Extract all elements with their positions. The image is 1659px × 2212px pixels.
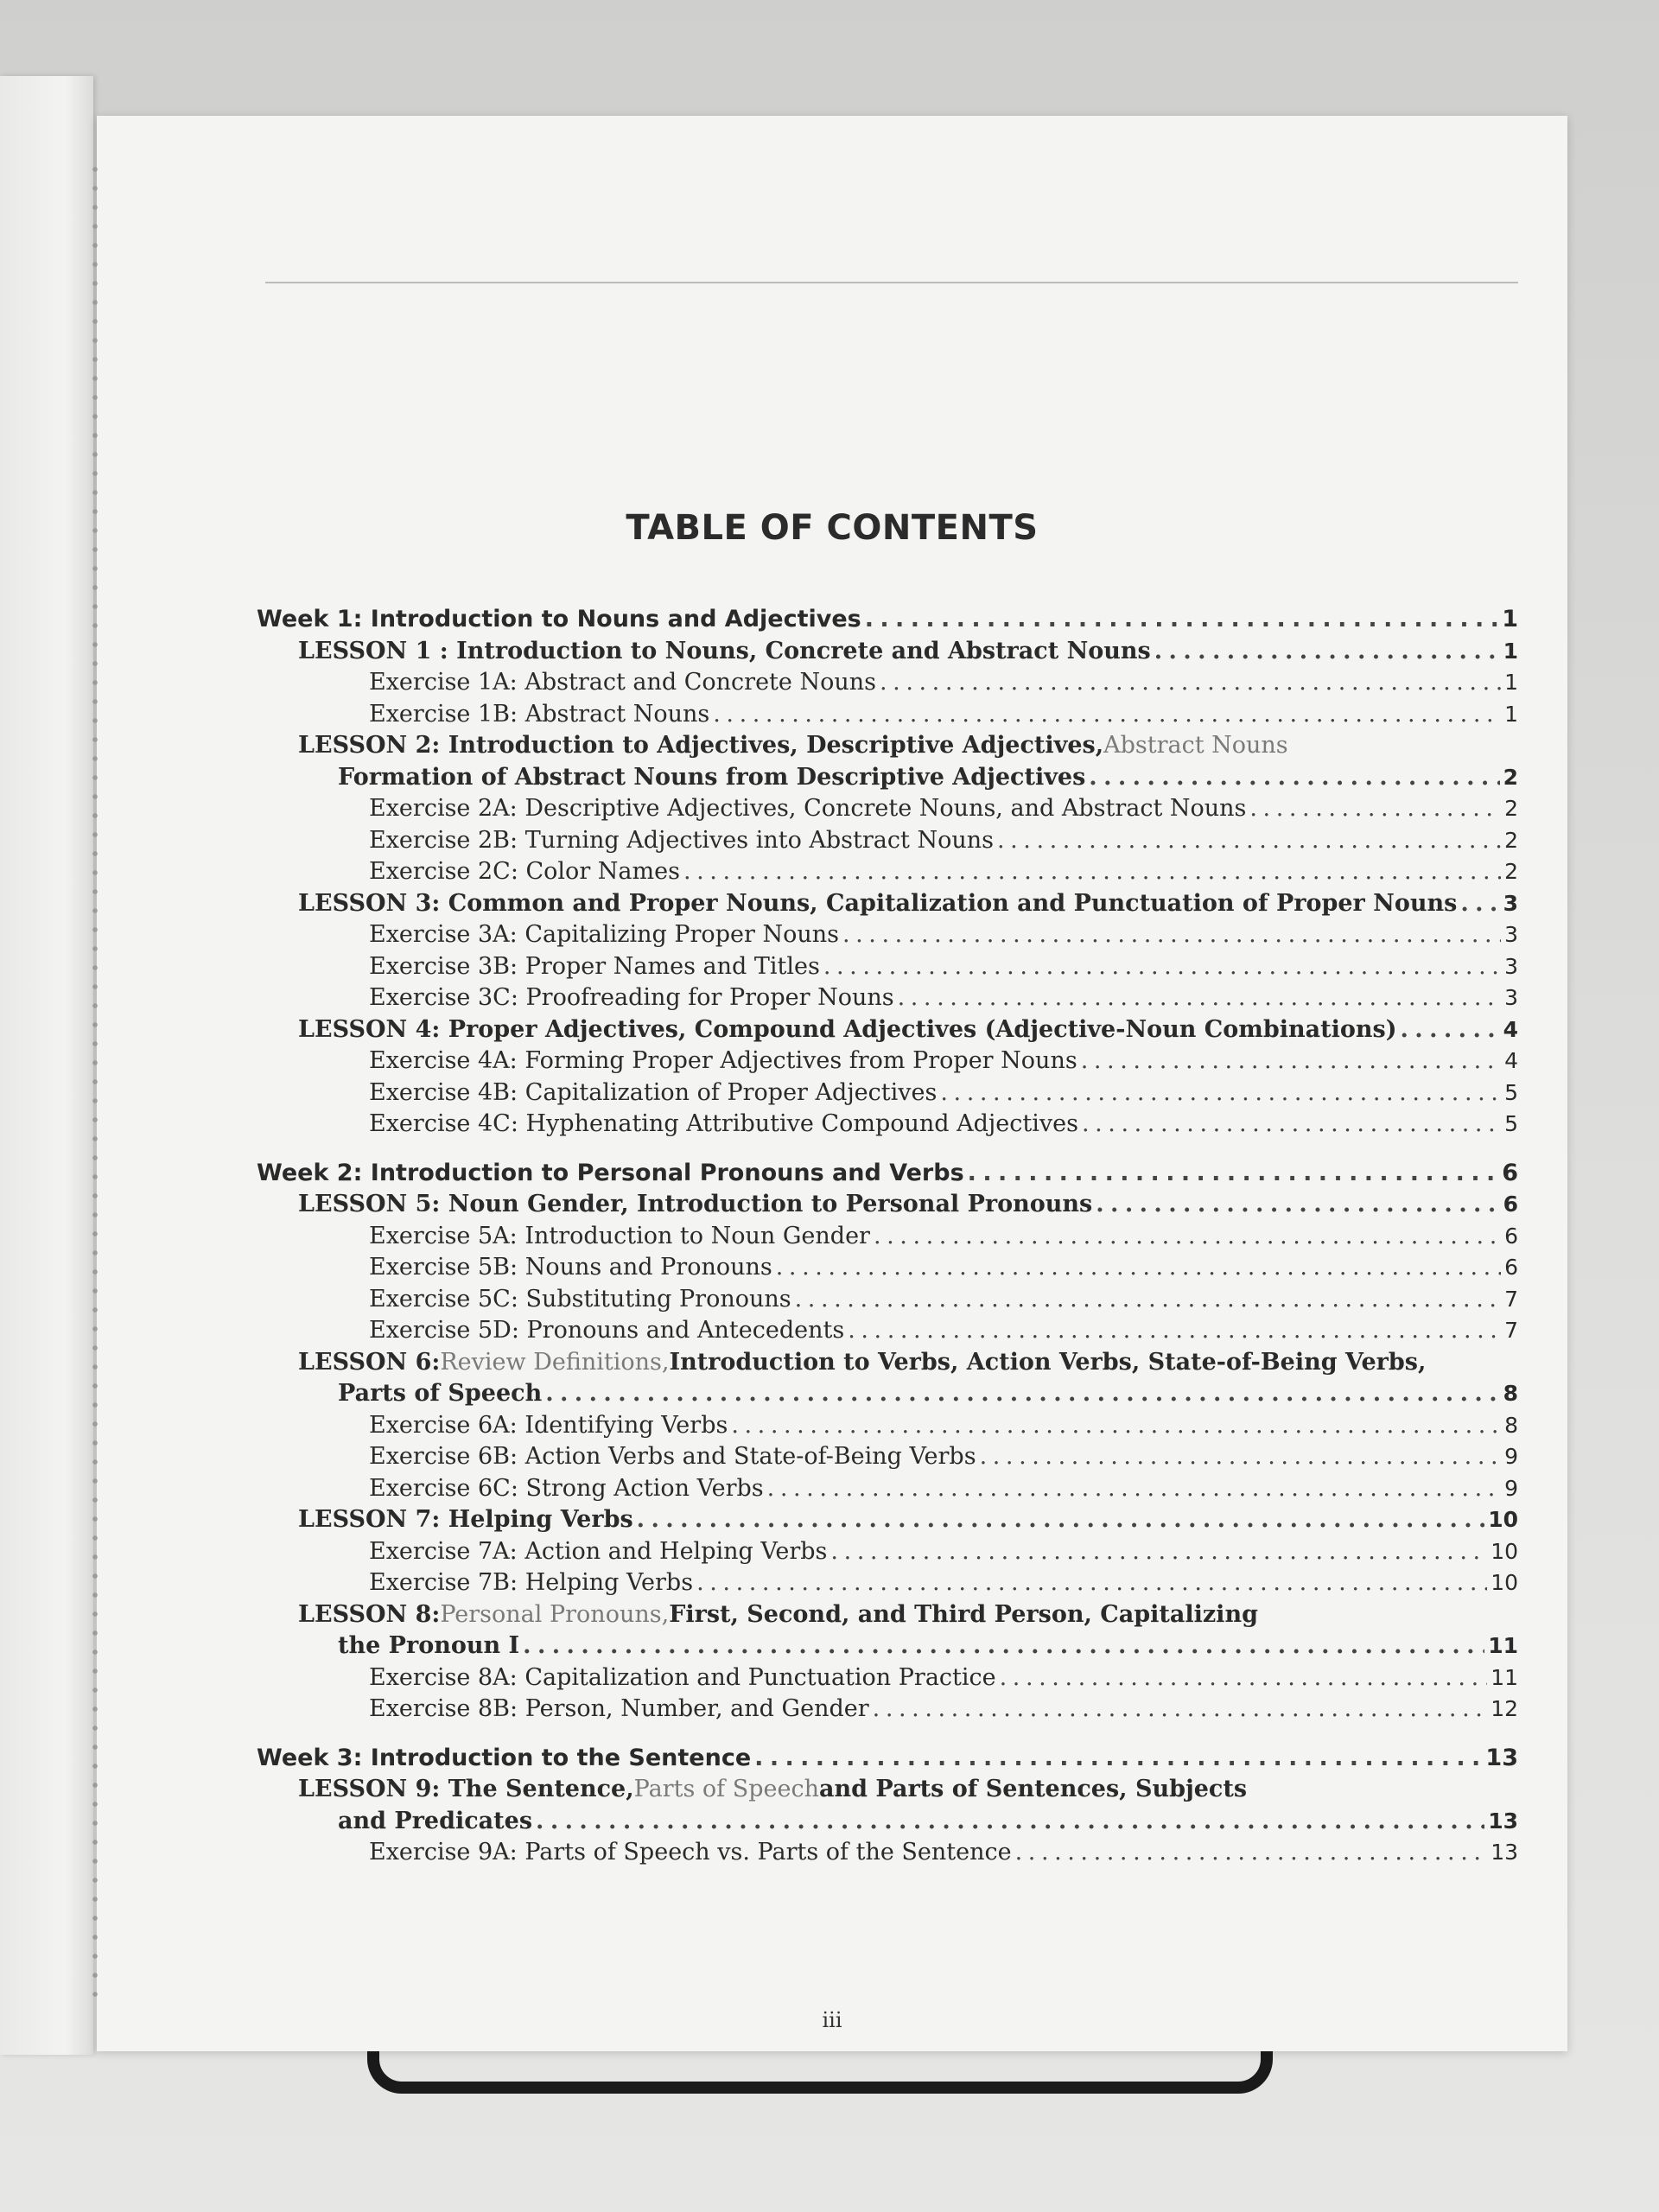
toc-entry-label: Exercise 7A: Action and Helping Verbs — [369, 1537, 828, 1565]
toc-entry-page-number: 7 — [1504, 1286, 1518, 1312]
toc-entry-label-highlight: Review Definitions, — [440, 1348, 670, 1376]
leader-dots — [823, 953, 1501, 980]
toc-entry-label: Week 2: Introduction to Personal Pronouns and Verbs — [257, 1159, 964, 1186]
toc-entry-lesson-cont — [257, 1632, 1518, 1664]
toc-entry-page-number: 13 — [1491, 1840, 1518, 1865]
leader-dots — [776, 1254, 1501, 1281]
leader-dots — [536, 1808, 1484, 1834]
toc-entry-label-highlight: Parts of Speech — [633, 1776, 819, 1802]
toc-entry-lesson-open — [257, 1601, 1518, 1633]
toc-entry-exercise — [257, 1286, 1518, 1318]
toc-entry-exercise — [257, 1412, 1518, 1444]
leader-dots — [873, 1695, 1488, 1722]
toc-entry-exercise — [257, 1223, 1518, 1255]
leader-dots — [1460, 890, 1499, 917]
toc-entry-label: the Pronoun I — [338, 1632, 520, 1659]
toc-entry-page-number: 11 — [1488, 1633, 1518, 1658]
toc-entry-label: Exercise 5A: Introduction to Noun Gender — [369, 1222, 870, 1249]
toc-entry-page-number: 8 — [1504, 1412, 1518, 1438]
leader-dots — [1082, 1110, 1501, 1137]
previous-page-edge — [0, 76, 93, 2055]
toc-entry-label-rest: and Parts of Sentences, Subjects — [818, 1776, 1248, 1802]
toc-entry-label: Exercise 6B: Action Verbs and State-of-Being Verbs — [369, 1443, 976, 1470]
toc-entry-page-number: 10 — [1491, 1570, 1518, 1595]
toc-entry-exercise — [257, 984, 1518, 1016]
leader-dots — [940, 1079, 1501, 1106]
leader-dots — [1015, 1839, 1488, 1866]
leader-dots — [731, 1412, 1501, 1439]
toc-entry-lesson-open — [257, 1776, 1518, 1808]
toc-entry-label: Exercise 2C: Color Names — [369, 858, 680, 885]
leader-dots — [880, 669, 1501, 696]
toc-page — [97, 116, 1567, 2051]
toc-entry-exercise — [257, 1317, 1518, 1349]
leader-dots — [1081, 1047, 1501, 1074]
toc-entry-exercise — [257, 858, 1518, 890]
toc-entry-label: Exercise 2A: Descriptive Adjectives, Concrete Nouns, and Abstract Nouns — [369, 795, 1247, 822]
toc-entry-label: Formation of Abstract Nouns from Descriptive Adjectives — [338, 763, 1086, 791]
toc-entry-label: Exercise 5B: Nouns and Pronouns — [369, 1254, 772, 1281]
toc-entry-exercise — [257, 921, 1518, 953]
toc-entry-exercise — [257, 669, 1518, 701]
toc-entry-page-number: 1 — [1502, 606, 1518, 632]
toc-entry-page-number: 12 — [1491, 1696, 1518, 1721]
leader-dots — [968, 1160, 1499, 1186]
toc-entry-label-rest: First, Second, and Third Person, Capitalizing — [669, 1600, 1258, 1628]
leader-dots — [842, 921, 1501, 948]
toc-entry-page-number: 4 — [1504, 1048, 1518, 1073]
toc-entry-label: Exercise 3C: Proofreading for Proper Nouns — [369, 984, 894, 1011]
leader-dots — [848, 1317, 1501, 1344]
section-spacer — [257, 1727, 1518, 1745]
toc-entry-page-number: 10 — [1491, 1538, 1518, 1564]
leader-dots — [874, 1223, 1501, 1249]
toc-entry-label: LESSON 7: Helping Verbs — [298, 1506, 633, 1533]
toc-entry-label: LESSON 5: Noun Gender, Introduction to Personal Pronouns — [298, 1191, 1093, 1217]
toc-entry-exercise — [257, 1254, 1518, 1286]
leader-dots — [1000, 1664, 1488, 1691]
toc-entry-lesson-cont — [257, 1808, 1518, 1840]
toc-entry-page-number: 6 — [1504, 1255, 1518, 1280]
leader-dots — [1096, 1191, 1499, 1217]
toc-entry-label: Parts of Speech — [338, 1380, 543, 1407]
leader-dots — [898, 984, 1502, 1011]
toc-entry-page-number: 1 — [1504, 670, 1518, 695]
toc-entry-page-number: 11 — [1491, 1664, 1518, 1690]
leader-dots — [713, 701, 1501, 728]
spiral-binding — [90, 164, 100, 2005]
toc-entry-label: LESSON 9: The Sentence, — [298, 1776, 634, 1802]
toc-entry-label: LESSON 8: — [298, 1600, 441, 1628]
toc-entry-label: Exercise 2B: Turning Adjectives into Abstract Nouns — [369, 826, 994, 854]
leader-dots — [830, 1538, 1487, 1565]
toc-entry-exercise — [257, 827, 1518, 859]
toc-entry-label: Exercise 3B: Proper Names and Titles — [369, 952, 820, 980]
toc-entry-lesson-open — [257, 732, 1518, 764]
toc-entry-page-number: 6 — [1503, 1192, 1518, 1217]
toc-entry-label: Exercise 6C: Strong Action Verbs — [369, 1474, 764, 1502]
toc-entry-label: Exercise 1B: Abstract Nouns — [369, 700, 710, 728]
toc-entry-label: Exercise 7B: Helping Verbs — [369, 1569, 694, 1596]
toc-entry-exercise — [257, 1569, 1518, 1601]
toc-entry-label: Exercise 4C: Hyphenating Attributive Compound Adjectives — [369, 1110, 1078, 1137]
toc-entry-label: Exercise 3A: Capitalizing Proper Nouns — [369, 921, 839, 948]
toc-entry-label: Exercise 4A: Forming Proper Adjectives from Proper Nouns — [369, 1047, 1077, 1074]
leader-dots — [1089, 764, 1499, 791]
toc-entry-label: LESSON 3: Common and Proper Nouns, Capitalization and Punctuation of Proper Nouns — [298, 889, 1458, 917]
toc-entry-page-number: 2 — [1503, 764, 1518, 790]
toc-entry-week — [257, 1745, 1518, 1777]
toc-entry-week — [257, 606, 1518, 638]
toc-entry-label: LESSON 2: Introduction to Adjectives, Descriptive Adjectives, — [298, 732, 1104, 759]
toc-entry-lesson-cont — [257, 764, 1518, 796]
toc-entry-exercise — [257, 1538, 1518, 1570]
leader-dots — [980, 1443, 1502, 1470]
toc-entry-label: Exercise 8B: Person, Number, and Gender — [369, 1695, 869, 1722]
toc-entry-lesson-cont — [257, 1380, 1518, 1412]
toc-entry-label: Exercise 6A: Identifying Verbs — [369, 1411, 728, 1439]
toc-entry-page-number: 3 — [1504, 953, 1518, 979]
toc-entry-exercise — [257, 701, 1518, 733]
toc-entry-page-number: 13 — [1488, 1808, 1518, 1834]
toc-entry-exercise — [257, 953, 1518, 985]
toc-entry-lesson — [257, 1191, 1518, 1223]
leader-dots — [683, 858, 1501, 885]
leader-dots — [754, 1745, 1482, 1771]
toc-entry-label: and Predicates — [338, 1807, 533, 1834]
toc-entry-label: LESSON 4: Proper Adjectives, Compound Adjectives (Adjective-Noun Combinations) — [298, 1015, 1397, 1043]
toc-entry-page-number: 10 — [1488, 1507, 1518, 1532]
toc-entry-page-number: 6 — [1502, 1159, 1518, 1186]
toc-entry-page-number: 8 — [1503, 1381, 1518, 1406]
toc-entry-exercise — [257, 1047, 1518, 1079]
toc-entry-label: Exercise 4B: Capitalization of Proper Adjectives — [369, 1078, 938, 1106]
toc-entry-exercise — [257, 1695, 1518, 1727]
toc-entry-page-number: 13 — [1485, 1744, 1518, 1771]
toc-entry-page-number: 2 — [1504, 796, 1518, 821]
leader-dots — [1400, 1016, 1499, 1043]
toc-entry-label: Exercise 8A: Capitalization and Punctuation Practice — [369, 1663, 996, 1691]
leader-dots — [1249, 795, 1501, 822]
toc-entry-lesson — [257, 638, 1518, 670]
toc-entry-exercise — [257, 1664, 1518, 1696]
toc-entry-label: Week 1: Introduction to Nouns and Adjectives — [257, 606, 861, 632]
toc-entry-page-number: 3 — [1503, 890, 1518, 916]
toc-entry-label-highlight: Abstract Nouns — [1103, 732, 1288, 759]
toc-entry-exercise — [257, 1839, 1518, 1871]
toc-list — [257, 606, 1518, 1871]
toc-entry-page-number: 4 — [1503, 1016, 1518, 1042]
leader-dots — [545, 1380, 1499, 1407]
toc-entry-label-highlight: Personal Pronouns, — [440, 1600, 670, 1628]
leader-dots — [767, 1475, 1501, 1502]
leader-dots — [696, 1569, 1487, 1596]
leader-dots — [1154, 638, 1500, 664]
toc-entry-page-number: 3 — [1504, 922, 1518, 947]
section-spacer — [257, 1142, 1518, 1160]
toc-entry-week — [257, 1160, 1518, 1192]
toc-entry-exercise — [257, 1110, 1518, 1142]
toc-entry-lesson-open — [257, 1349, 1518, 1381]
leader-dots — [997, 827, 1501, 854]
toc-entry-label: Exercise 1A: Abstract and Concrete Nouns — [369, 669, 876, 696]
toc-entry-page-number: 1 — [1504, 701, 1518, 727]
page-number: iii — [822, 2008, 842, 2032]
toc-entry-page-number: 1 — [1503, 638, 1518, 664]
toc-entry-label: Week 3: Introduction to the Sentence — [257, 1744, 752, 1771]
toc-entry-exercise — [257, 1475, 1518, 1507]
toc-entry-label: Exercise 9A: Parts of Speech vs. Parts of the Sentence — [369, 1839, 1012, 1866]
toc-entry-page-number: 2 — [1504, 827, 1518, 853]
leader-dots — [865, 606, 1498, 632]
toc-entry-page-number: 9 — [1504, 1475, 1518, 1501]
show-through-rule — [265, 282, 1518, 283]
toc-entry-exercise — [257, 795, 1518, 827]
page-title: TABLE OF CONTENTS — [626, 508, 1039, 548]
toc-entry-page-number: 5 — [1504, 1111, 1518, 1136]
toc-entry-page-number: 2 — [1504, 859, 1518, 884]
toc-entry-page-number: 9 — [1504, 1444, 1518, 1469]
toc-entry-exercise — [257, 1079, 1518, 1111]
leader-dots — [523, 1632, 1484, 1659]
toc-entry-page-number: 3 — [1504, 985, 1518, 1010]
toc-entry-label: Exercise 5C: Substituting Pronouns — [369, 1285, 791, 1313]
toc-entry-page-number: 5 — [1504, 1079, 1518, 1105]
toc-entry-label: LESSON 6: — [298, 1348, 441, 1376]
toc-entry-lesson — [257, 1506, 1518, 1538]
toc-entry-page-number: 6 — [1504, 1223, 1518, 1249]
leader-dots — [637, 1506, 1485, 1533]
toc-entry-label-rest: Introduction to Verbs, Action Verbs, State-of-Being Verbs, — [669, 1348, 1427, 1376]
toc-entry-lesson — [257, 890, 1518, 922]
toc-entry-label: LESSON 1 : Introduction to Nouns, Concrete and Abstract Nouns — [298, 637, 1151, 664]
leader-dots — [795, 1286, 1501, 1313]
toc-entry-label: Exercise 5D: Pronouns and Antecedents — [369, 1317, 845, 1344]
toc-entry-page-number: 7 — [1504, 1318, 1518, 1343]
toc-entry-lesson — [257, 1016, 1518, 1048]
toc-entry-exercise — [257, 1443, 1518, 1475]
